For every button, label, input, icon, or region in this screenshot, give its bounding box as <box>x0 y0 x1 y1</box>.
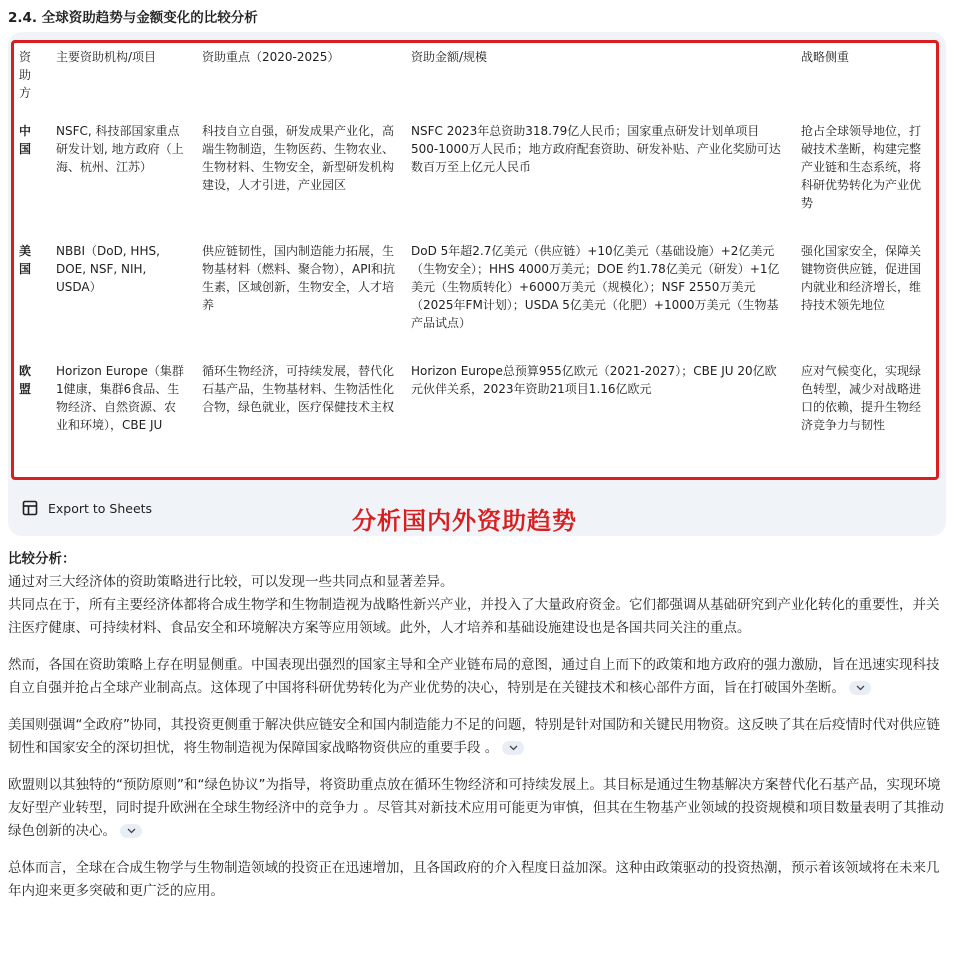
analysis-summary: 总体而言，全球在合成生物学与生物制造领域的投资正在迅速增加，且各国政府的介入程度日益加深。这种由政策驱动的投资热潮，预示着该领域将在未来几年内迎来更多突破和更广泛的应用。 <box>8 860 940 899</box>
export-label: Export to Sheets <box>48 500 153 516</box>
chevron-down-icon <box>127 828 136 834</box>
section-title: 2.4. 全球资助趋势与金额变化的比较分析 <box>8 10 258 26</box>
header-agency: 主要资助机构/项目 <box>56 50 157 64</box>
analysis-text <box>8 548 948 903</box>
cell-focus: 供应链韧性，国内制造能力拓展，生物基材料（燃料、聚合物），API和抗生素，区域创新，生物安全，人才培养 <box>202 244 395 312</box>
analysis-usa: 美国则强调“全政府”协同，其投资更侧重于解决供应链安全和国内制造能力不足的问题，特别是针对国防和关键民用物资。这反映了其在后疫情时代对供应链韧性和国家安全的深切担忧，将生物制造视为保障国家战略物资供应的重要手段 。 <box>8 717 940 756</box>
spreadsheet-icon <box>22 500 38 516</box>
analysis-china: 然而，各国在资助策略上存在明显侧重。中国表现出强烈的国家主导和全产业链布局的意图，通过自上而下的政策和地方政府的强力激励，旨在迅速实现科技自立自强并抢占全球产业制高点。这体现了中国将科研优势转化为产业优势的决心，特别是在关键技术和核心部件方面，旨在打破国外垄断。 <box>8 657 940 696</box>
expand-sources-button[interactable] <box>849 681 871 695</box>
header-strategy: 战略侧重 <box>801 50 850 64</box>
annotation-label: 分析国内外资助趋势 <box>352 507 577 535</box>
table-row-eu <box>14 362 939 464</box>
analysis-usa-paragraph <box>8 714 948 760</box>
table-header-row <box>14 43 939 122</box>
cell-strategy: 强化国家安全，保障关键物资供应链，促进国内就业和经济增长，维持技术领先地位 <box>801 244 922 312</box>
funding-comparison-table <box>14 43 939 464</box>
cell-focus: 循环生物经济，可持续发展，替代化石基产品，生物基材料、生物活性化合物，绿色就业，医疗保健技术主权 <box>202 364 395 414</box>
cell-strategy: 抢占全球领导地位，打破技术垄断，构建完整产业链和生态系统，将科研优势转化为产业优势 <box>801 124 922 210</box>
cell-amount: Horizon Europe总预算955亿欧元（2021-2027）；CBE JU 20亿欧元伙伴关系，2023年资助21项目1.16亿欧元 <box>411 364 777 396</box>
cell-amount: NSFC 2023年总资助318.79亿人民币；国家重点研发计划单项目500-1000万人民币；地方政府配套资助、研发补贴、产业化奖励可达数百万至上亿元人民币 <box>411 124 781 174</box>
cell-funder: 欧盟 <box>19 364 32 396</box>
cell-focus: 科技自立自强，研发成果产业化，高端生物制造，生物医药、生物农业、生物材料、生物安全，新型研发机构建设，人才引进，产业园区 <box>202 124 395 192</box>
header-funder: 资助方 <box>19 50 32 100</box>
cell-funder: 美国 <box>19 244 32 276</box>
table-row-usa <box>14 242 939 362</box>
analysis-eu-paragraph <box>8 774 948 843</box>
analysis-intro: 通过对三大经济体的资助策略进行比较，可以发现一些共同点和显著差异。 <box>8 574 454 590</box>
chevron-down-icon <box>856 685 865 691</box>
funding-comparison-table-frame <box>11 40 939 480</box>
header-amount: 资助金额/规模 <box>411 50 488 64</box>
cell-amount: DoD 5年超2.7亿美元（供应链）+10亿美元（基础设施）+2亿美元（生物安全）；HHS 4000万美元；DOE 约1.78亿美元（研发）+1亿美元（生物质转化）+6000万美元（规模化）；NSF 2550万美元（2025年FM计划）；USDA 5亿美元（化肥）+1000万美元（生物基产品试点） <box>411 244 780 330</box>
analysis-common: 共同点在于，所有主要经济体都将合成生物学和生物制造视为战略性新兴产业，并投入了大量政府资金。它们都强调从基础研究到产业化转化的重要性，并关注医疗健康、可持续材料、食品安全和环境解决方案等应用领域。此外，人才培养和基础设施建设也是各国共同关注的重点。 <box>8 597 940 636</box>
analysis-subtitle: 比较分析： <box>8 551 76 567</box>
table-row-china <box>14 122 939 242</box>
cell-funder: 中国 <box>19 124 32 156</box>
analysis-china-paragraph <box>8 654 948 700</box>
cell-strategy: 应对气候变化，实现绿色转型，减少对战略进口的依赖，提升生物经济竞争力与韧性 <box>801 364 922 432</box>
export-to-sheets-button[interactable] <box>22 500 152 516</box>
cell-agency: NSFC, 科技部国家重点研发计划, 地方政府（上海、杭州、江苏） <box>56 124 184 174</box>
expand-sources-button[interactable] <box>120 824 142 838</box>
analysis-eu: 欧盟则以其独特的“预防原则”和“绿色协议”为指导，将资助重点放在循环生物经济和可持续发展上。其目标是通过生物基解决方案替代化石基产品，实现环境友好型产业转型，同时提升欧洲在全球生物经济中的竞争力 。尽管其对新技术应用可能更为审慎，但其在生物基产业领域的投资规模和项目数量表明了其推动绿色创新的决心。 <box>8 777 944 839</box>
cell-agency: Horizon Europe（集群1健康，集群6食品、生物经济、自然资源、农业和环境），CBE JU <box>56 364 184 432</box>
expand-sources-button[interactable] <box>502 741 524 755</box>
chevron-down-icon <box>509 745 518 751</box>
cell-agency: NBBI（DoD, HHS, DOE, NSF, NIH, USDA） <box>56 244 160 294</box>
header-focus: 资助重点（2020-2025） <box>202 50 340 64</box>
